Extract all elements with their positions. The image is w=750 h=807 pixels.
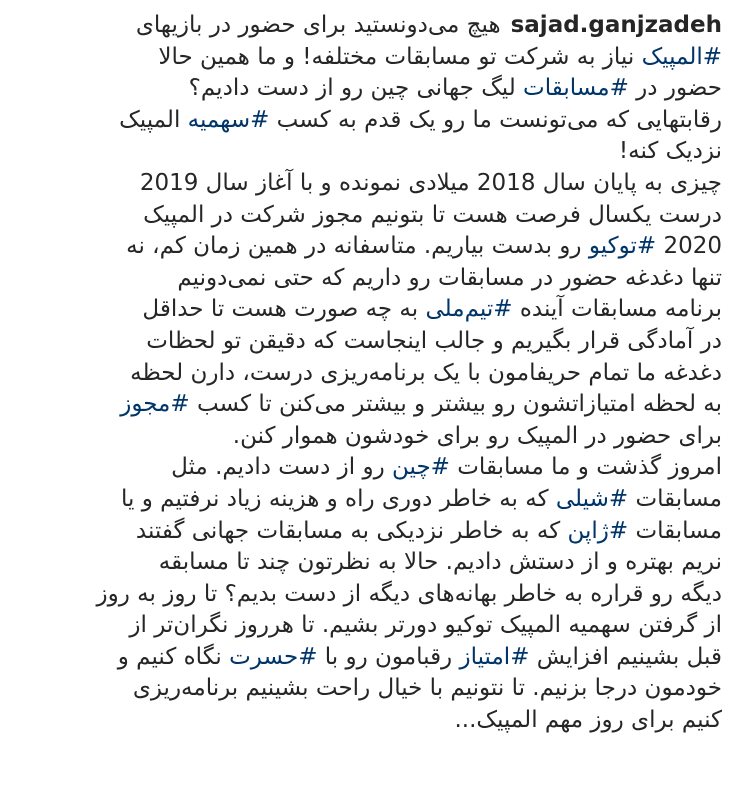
caption-line [26, 579, 722, 611]
caption-paragraph [26, 168, 722, 452]
caption-text: که به خاطر نزدیکی به مسابقات جهانی گفتند [135, 517, 568, 544]
hashtag-link[interactable]: #المپیک [641, 43, 722, 70]
caption-text: 2020 [656, 233, 722, 260]
caption-text: قبل بشینیم افزایش [529, 643, 722, 670]
caption-text: کنیم برای روز مهم المپیک... [454, 707, 722, 734]
caption-text: المپیک [119, 106, 188, 133]
hashtag-link[interactable]: #توکیو [588, 233, 657, 260]
caption-text: تنها دغدغه حضور در مسابقات رو داریم که حتی نمی‌دونیم [177, 264, 722, 291]
hashtag-link[interactable]: #شیلی [555, 485, 629, 512]
caption-line [26, 73, 722, 105]
caption-line [26, 326, 722, 358]
caption-text: رو بدست بیاریم. متاسفانه در همین زمان کم، نه [126, 233, 589, 260]
caption-text: از گرفتن سهمیه المپیک توکیو دورتر بشیم. تا هرروز نگران‌تر از [129, 612, 722, 639]
caption-text: به لحظه امتیازاتشون رو بیشتر و بیشتر می‌کنن تا کسب [189, 391, 722, 418]
caption-line [26, 452, 722, 484]
caption-text: مسابقات [628, 517, 722, 544]
caption-line [26, 705, 722, 737]
caption-line [26, 10, 722, 42]
caption-text: نریم بهتره و از دستش دادیم. حالا به نظرتون چند تا مسابقه [158, 549, 722, 576]
caption-text: خودمون درجا بزنیم. تا نتونیم با خیال راحت بشینیم برنامه‌ریزی [132, 675, 722, 702]
hashtag-link[interactable]: #مجوز [120, 391, 190, 418]
caption-text: نزدیک کنه! [618, 138, 722, 165]
hashtag-link[interactable]: #امتیاز [459, 643, 530, 670]
caption-text: در آمادگی قرار بگیریم و جالب اینجاست که دقیقن تو لحظات [146, 327, 722, 354]
caption-text: رقابتهایی که می‌تونست ما رو یک قدم به کسب [269, 106, 722, 133]
caption-line [26, 389, 722, 421]
caption-text: برای حضور در المپیک رو برای خودشون هموار کنن. [232, 422, 722, 449]
caption-text: به چه صورت هست تا حداقل [142, 296, 426, 323]
hashtag-link[interactable]: #حسرت [229, 643, 318, 670]
caption-line [26, 610, 722, 642]
caption-text: دیگه رو قراره به خاطر بهانه‌های دیگه از دست بدیم؟ تا روز به روز [96, 580, 722, 607]
hashtag-link[interactable]: #مسابقات [523, 75, 629, 102]
caption-line [26, 642, 722, 674]
caption-line [26, 358, 722, 390]
caption-paragraph [26, 452, 722, 736]
hashtag-link[interactable]: #تیم‌ملی [425, 296, 513, 323]
caption-text: لیگ جهانی چین رو از دست دادیم؟ [188, 75, 524, 102]
caption-text: درست یکسال فرصت هست تا بتونیم مجوز شرکت در المپیک [143, 201, 722, 228]
caption-paragraph [26, 10, 722, 168]
hashtag-link[interactable]: #ژاپن [567, 517, 629, 544]
hashtag-link[interactable]: #سهمیه [187, 106, 270, 133]
caption-text: نگاه کنیم و [117, 643, 230, 670]
caption-line [26, 263, 722, 295]
caption-line [26, 484, 722, 516]
caption-line [26, 231, 722, 263]
username-link[interactable]: sajad.ganjzadeh [510, 12, 722, 38]
caption-line [26, 42, 722, 74]
caption-line [26, 136, 722, 168]
caption-line [26, 673, 722, 705]
caption-text: چیزی به پایان سال 2018 میلادی نمونده و با آغاز سال 2019 [139, 169, 722, 196]
caption-line [26, 547, 722, 579]
caption-line [26, 516, 722, 548]
hashtag-link[interactable]: #چین [392, 454, 450, 481]
caption-line [26, 168, 722, 200]
caption-text: برنامه مسابقات آینده [512, 296, 722, 323]
caption-text: امروز گذشت و ما مسابقات [449, 454, 722, 481]
caption-text: حضور در [628, 75, 722, 102]
caption-text: رو از دست دادیم. مثل [171, 454, 393, 481]
caption-text: که به خاطر دوری راه و هزینه زیاد نرفتیم و یا [121, 485, 556, 512]
caption-text: رقبامون رو با [317, 643, 460, 670]
caption-line [26, 294, 722, 326]
caption-text: نیاز به شرکت تو مسابقات مختلفه! و ما همین حالا [158, 43, 642, 70]
caption-line [26, 105, 722, 137]
caption-line [26, 200, 722, 232]
caption-text: مسابقات [628, 485, 722, 512]
caption-text: دغدغه ما تمام حریفامون با یک برنامه‌ریزی درست، دارن لحظه [130, 359, 722, 386]
caption-text: هیچ می‌دونستید برای حضور در بازیهای [135, 12, 501, 38]
caption-line [26, 421, 722, 453]
